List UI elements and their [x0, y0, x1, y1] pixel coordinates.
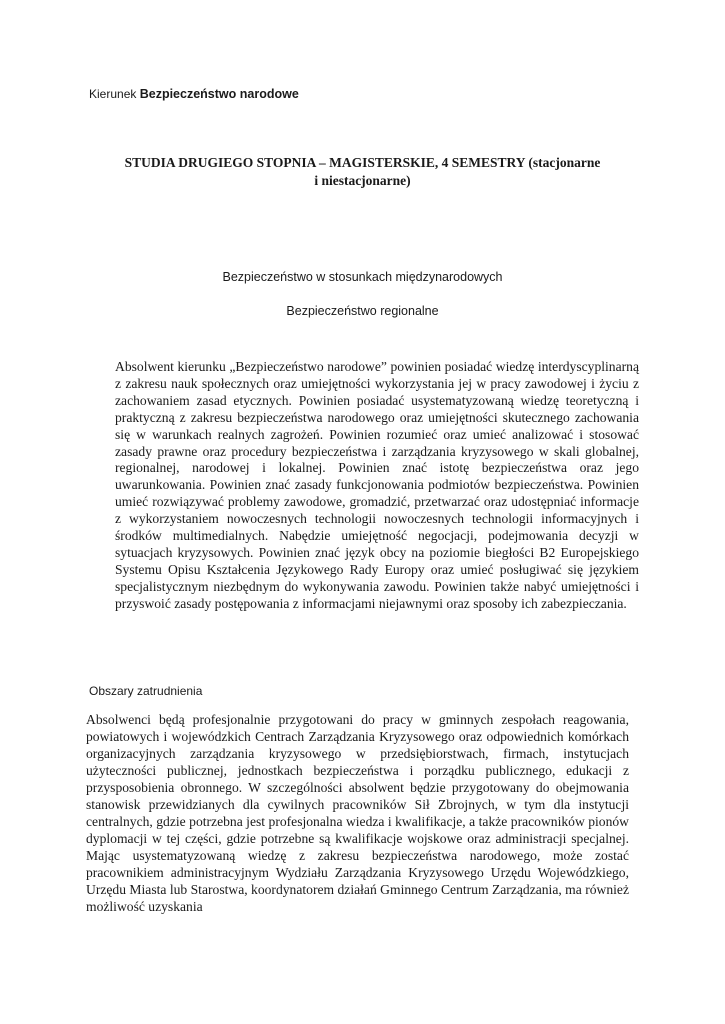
specialization-2: Bezpieczeństwo regionalne — [286, 304, 439, 318]
field-of-study-line — [89, 87, 299, 101]
page-title — [90, 154, 635, 190]
field-of-study-value: Bezpieczeństwo narodowe — [139, 87, 299, 101]
field-of-study-label: Kierunek — [89, 87, 137, 101]
title-line-1: STUDIA DRUGIEGO STOPNIA – MAGISTERSKIE, 4 SEMESTRY (stacjonarne — [124, 155, 601, 170]
graduate-profile-paragraph: Absolwent kierunku „Bezpieczeństwo narodowe” powinien posiadać wiedzę interdyscyplinarną z zakresu nauk społecznych oraz umiejętności wykorzystania jej w pracy zawodowej i życiu z zachowaniem zasad etycznych. Powinien posiadać usystematyzowaną wiedzę teoretyczną i praktyczną z zakresu bezpieczeństwa narodowego oraz umiejętności skutecznego zachowania się w warunkach realnych zagrożeń. Powinien rozumieć oraz umieć analizować i stosować zasady prawne oraz procedury bezpieczeństwa i zarządzania kryzysowego w skali globalnej, regionalnej, narodowej i lokalnej. Powinien znać istotę bezpieczeństwa oraz jego uwarunkowania. Powinien znać zasady funkcjonowania podmiotów bezpieczeństwa. Powinien umieć rozwiązywać problemy zawodowe, gromadzić, przetwarzać oraz udostępniać informacje z wykorzystaniem nowoczesnych technologii nowoczesnych technologii informacyjnych i środków multimedialnych. Nabędzie umiejętność negocjacji, podejmowania decyzji w sytuacjach kryzysowych. Powinien znać język obcy na poziomie biegłości B2 Europejskiego Systemu Opisu Kształcenia Językowego Rady Europy oraz umieć posługiwać się językiem specjalistycznym niezbędnym do wykonywania zawodu. Powinien także nabyć umiejętności i przyswoić zasady postępowania z informacjami niejawnymi oraz sposoby ich zabezpieczania. — [115, 359, 639, 611]
employment-heading: Obszary zatrudnienia — [89, 684, 203, 698]
employment-paragraph: Absolwenci będą profesjonalnie przygotowani do pracy w gminnych zespołach reagowania, powiatowych i wojewódzkich Centrach Zarządzania Kryzysowego oraz odpowiednich komórkach organizacyjnych zarządzania kryzysowego w przedsiębiorstwach, firmach, instytucjach użyteczności publicznej, jednostkach bezpieczeństwa i porządku publicznego, edukacji z przysposobienia obronnego. W szczególności absolwent będzie przygotowany do obejmowania stanowisk przewidzianych dla cywilnych pracowników Sił Zbrojnych, w tym dla instytucji centralnych, gdzie potrzebna jest profesjonalna wiedza i kwalifikacje, a także pracowników pionów dyplomacji w tej części, gdzie potrzebne są kwalifikacje wojskowe oraz administracji specjalnej. Mając usystematyzowaną wiedzę z zakresu bezpieczeństwa narodowego, może zostać pracownikiem administracyjnym Wydziału Zarządzania Kryzysowego Urzędu Wojewódzkiego, Urzędu Miasta lub Starostwa, koordynatorem działań Gminnego Centrum Zarządzania, ma również możliwość uzyskania — [86, 712, 629, 914]
title-line-2: i niestacjonarne) — [314, 173, 411, 188]
specialization-1: Bezpieczeństwo w stosunkach międzynarodowych — [222, 270, 503, 284]
